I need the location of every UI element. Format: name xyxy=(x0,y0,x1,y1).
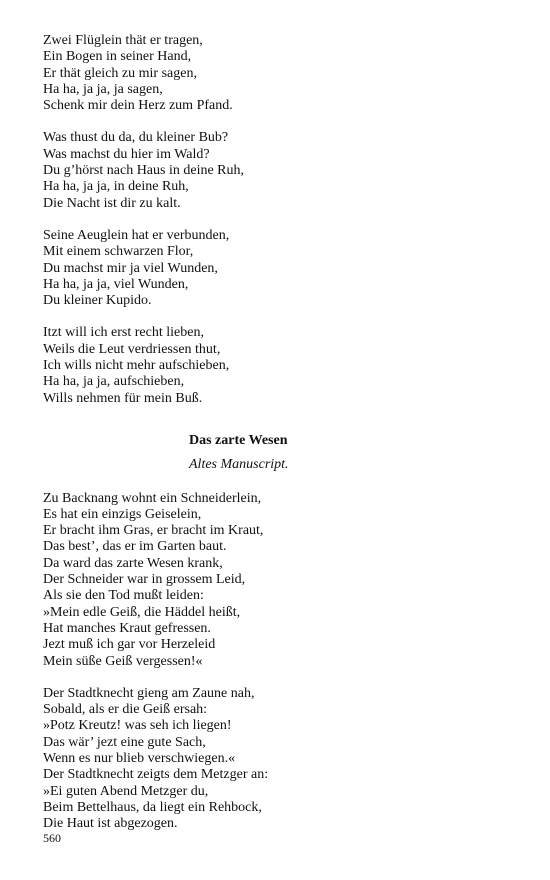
verse-line: Als sie den Tod mußt leiden: xyxy=(43,588,204,604)
verse-line: Es hat ein einzigs Geiselein, xyxy=(43,506,202,522)
verse-line: Ha ha, ja ja, viel Wunden, xyxy=(43,276,189,292)
verse-line: »Potz Kreutz! was seh ich liegen! xyxy=(43,718,232,734)
page-number: 560 xyxy=(43,831,61,845)
verse-line: Die Nacht ist dir zu kalt. xyxy=(43,195,181,211)
verse-line: Ein Bogen in seiner Hand, xyxy=(43,49,192,65)
verse-line: Du machst mir ja viel Wunden, xyxy=(43,260,218,276)
stanza xyxy=(43,130,513,211)
verse-line: Die Haut ist abgezogen. xyxy=(43,816,178,832)
verse-line: Itzt will ich erst recht lieben, xyxy=(43,325,204,341)
verse-line: Weils die Leut verdriessen thut, xyxy=(43,341,221,357)
stanza xyxy=(43,686,513,833)
verse-line: Der Stadtknecht gieng am Zaune nah, xyxy=(43,685,255,701)
verse-line: Der Schneider war in grossem Leid, xyxy=(43,572,246,588)
stanza xyxy=(43,491,513,670)
poem-source: Altes Manuscript. xyxy=(189,457,289,473)
verse-line: Da ward das zarte Wesen krank, xyxy=(43,555,223,571)
previous-poem xyxy=(43,33,513,407)
verse-line: Schenk mir dein Herz zum Pfand. xyxy=(43,98,233,114)
verse-line: Er bracht ihm Gras, er bracht im Kraut, xyxy=(43,523,264,539)
verse-line: Zu Backnang wohnt ein Schneiderlein, xyxy=(43,490,262,506)
verse-line: Du kleiner Kupido. xyxy=(43,293,152,309)
verse-line: Sobald, als er die Geiß ersah: xyxy=(43,702,208,718)
verse-line: Jezt muß ich gar vor Herzeleid xyxy=(43,637,216,653)
verse-line: Das best’, das er im Garten baut. xyxy=(43,539,227,555)
stanza xyxy=(43,33,513,114)
verse-line: »Ei guten Abend Metzger du, xyxy=(43,783,209,799)
poem-heading xyxy=(43,433,513,474)
verse-line: Der Stadtknecht zeigts dem Metzger an: xyxy=(43,767,269,783)
poem-title: Das zarte Wesen xyxy=(189,432,288,448)
verse-line: Das wär’ jezt eine gute Sach, xyxy=(43,734,206,750)
verse-line: Du g’hörst nach Haus in deine Ruh, xyxy=(43,163,245,179)
verse-line: Mein süße Geiß vergessen!« xyxy=(43,653,203,669)
verse-line: »Mein edle Geiß, die Häddel heißt, xyxy=(43,604,241,620)
verse-line: Hat manches Kraut gefressen. xyxy=(43,620,211,636)
stanza xyxy=(43,228,513,309)
verse-line: Zwei Flüglein thät er tragen, xyxy=(43,33,203,48)
verse-line: Beim Bettelhaus, da liegt ein Rehbock, xyxy=(43,799,262,815)
text-body xyxy=(43,33,513,832)
poem-body xyxy=(43,491,513,833)
verse-line: Was thust du da, du kleiner Bub? xyxy=(43,130,229,146)
verse-line: Ha ha, ja ja, ja sagen, xyxy=(43,81,163,97)
verse-line: Er thät gleich zu mir sagen, xyxy=(43,65,197,81)
stanza xyxy=(43,325,513,406)
verse-line: Ich wills nicht mehr aufschieben, xyxy=(43,358,230,374)
verse-line: Seine Aeuglein hat er verbunden, xyxy=(43,227,230,243)
verse-line: Was machst du hier im Wald? xyxy=(43,146,210,162)
verse-line: Wenn es nur blieb verschwiegen.« xyxy=(43,750,236,766)
verse-line: Ha ha, ja ja, aufschieben, xyxy=(43,374,185,390)
verse-line: Wills nehmen für mein Buß. xyxy=(43,390,203,406)
verse-line: Mit einem schwarzen Flor, xyxy=(43,244,194,260)
verse-line: Ha ha, ja ja, in deine Ruh, xyxy=(43,179,189,195)
